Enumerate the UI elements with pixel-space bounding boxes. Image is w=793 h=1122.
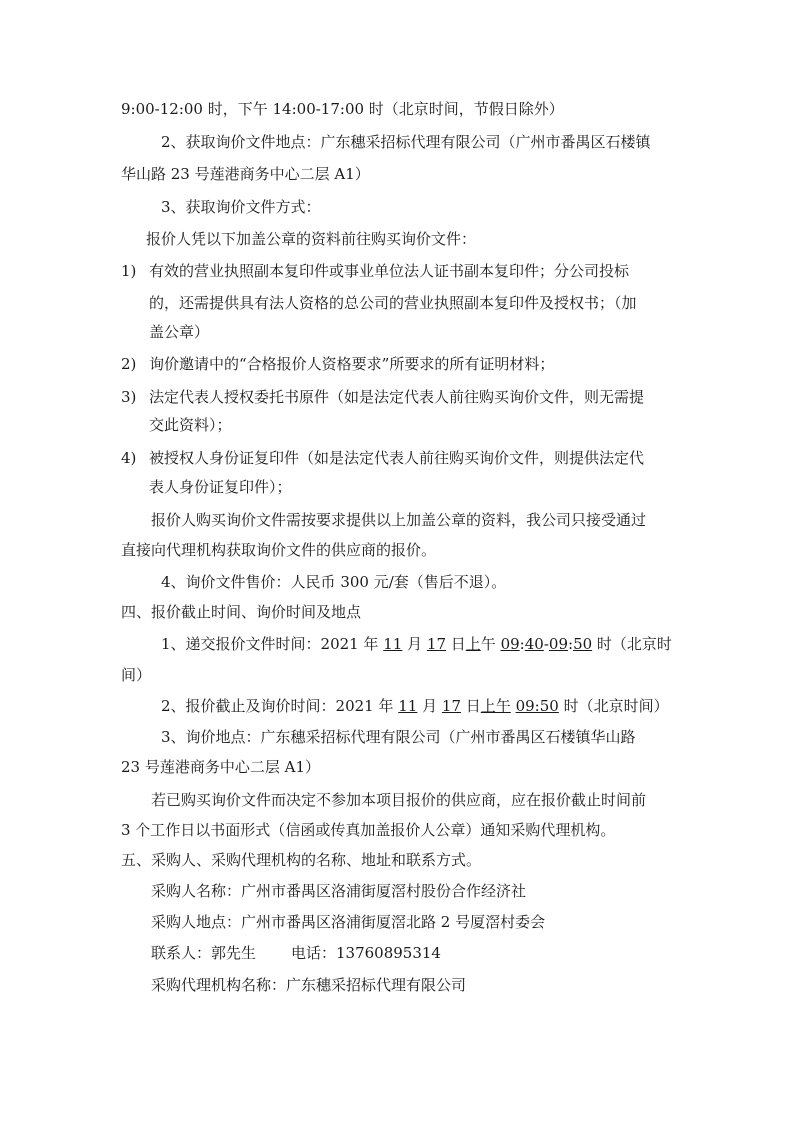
paragraph-2-line-2: 3 个工作日以书面形式（信函或传真加盖报价人公章）通知采购代理机构。	[121, 821, 616, 839]
obtain-location-line-1: 2、获取询价文件地点：广东穗采招标代理有限公司（广州市番禺区石楼镇	[161, 133, 651, 151]
obtain-location-line-2: 华山路 23 号莲港商务中心二层 A1）	[121, 165, 370, 183]
list-item-number: 4)	[121, 449, 137, 467]
section-4-heading: 四、报价截止时间、询价时间及地点	[121, 603, 362, 621]
list-item-3-line-1: 法定代表人授权委托书原件（如是法定代表人前往购买询价文件，则无需提	[149, 388, 645, 406]
paragraph-2-line-1: 若已购买询价文件而决定不参加本项目报价的供应商，应在报价截止时间前	[151, 791, 647, 809]
price-line: 4、询价文件售价：人民币 300 元/套（售后不退）。	[161, 573, 507, 591]
paragraph-1-line-1: 报价人购买询价文件需按要求提供以上加盖公章的资料，我公司只接受通过	[151, 511, 647, 529]
obtain-method-intro: 报价人凭以下加盖公章的资料前往购买询价文件：	[146, 230, 477, 248]
buyer-address: 采购人地点：广州市番禺区洛浦街厦滘北路 2 号厦滘村委会	[151, 913, 546, 931]
submit-time-line-2: 间）	[121, 666, 152, 684]
list-item-2-line-1: 询价邀请中的“合格报价人资格要求”所要求的所有证明材料；	[149, 355, 555, 373]
submit-time-line-1: 1、递交报价文件时间：2021 年 11 月 17 日上午 09:40-09:50 时（北京时	[161, 635, 672, 653]
list-item-1-line-1: 有效的营业执照副本复印件或事业单位法人证书副本复印件；分公司投标	[149, 262, 630, 280]
deadline-time-line: 2、报价截止及询价时间：2021 年 11 月 17 日上午 09:50 时（北京时间）	[161, 697, 669, 715]
agency-name: 采购代理机构名称：广东穗采招标代理有限公司	[151, 976, 467, 994]
list-item-4-line-1: 被授权人身份证复印件（如是法定代表人前往购买询价文件，则提供法定代	[149, 449, 645, 467]
list-item-number: 1)	[121, 262, 137, 280]
buyer-name: 采购人名称：广州市番禺区洛浦街厦滘村股份合作经济社	[151, 882, 527, 900]
contact-person: 联系人：郭先生	[151, 944, 257, 962]
paragraph-1-line-2: 直接向代理机构获取询价文件的供应商的报价。	[121, 541, 437, 559]
obtain-method-heading: 3、获取询价文件方式：	[161, 198, 321, 216]
section-5-heading: 五、采购人、采购代理机构的名称、地址和联系方式。	[121, 851, 482, 869]
list-item-1-line-2: 的，还需提供具有法人资格的总公司的营业执照副本复印件及授权书；（加	[149, 294, 637, 312]
list-item-number: 2)	[121, 355, 137, 373]
hours-line: 9:00-12:00 时，下午 14:00-17:00 时（北京时间，节假日除外）	[121, 100, 564, 118]
list-item-4-line-2: 表人身份证复印件）；	[149, 478, 292, 496]
inquiry-location-line-1: 3、询价地点：广东穗采招标代理有限公司（广州市番禺区石楼镇华山路	[161, 728, 636, 746]
list-item-number: 3)	[121, 388, 137, 406]
inquiry-location-line-2: 23 号莲港商务中心二层 A1）	[121, 758, 321, 776]
list-item-3-line-2: 交此资料）；	[149, 416, 232, 434]
contact-phone: 电话：13760895314	[291, 944, 441, 962]
list-item-1-line-3: 盖公章）	[149, 323, 210, 341]
